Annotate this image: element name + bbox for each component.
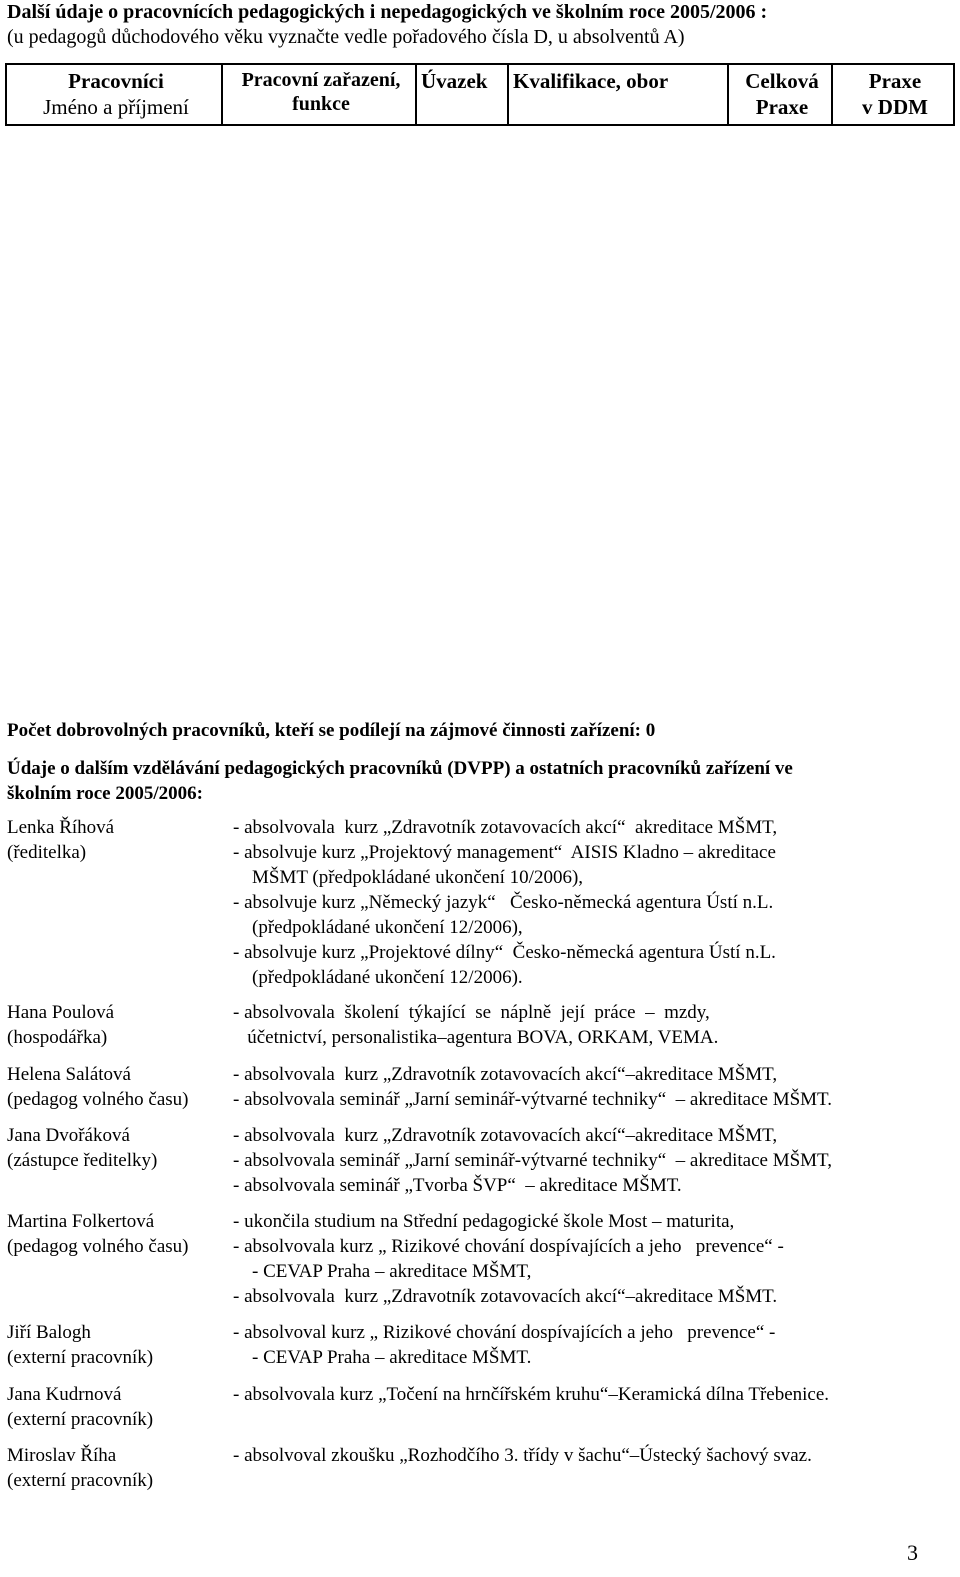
staff-table [5,63,955,126]
heading-line-1: Další údaje o pracovnících pedagogických i nepedagogických ve školním roce 2005/2006 : [7,1,768,23]
training-person: Helena Salátová (pedagog volného času) [7,1064,189,1110]
training-course-line: - absolvovala seminář „Jarní seminář-výtvarné techniky“ – akreditace MŠMT, [233,1150,832,1171]
header-qualification: Kvalifikace, obor [508,64,728,125]
training-person: Jana Kudrnová (externí pracovník) [7,1384,154,1430]
training-course-line: - absolvovala kurz „Zdravotník zotavovacích akcí“ akreditace MŠMT, [233,817,778,838]
training-course-line: - absolvoval zkoušku „Rozhodčího 3. třídy v šachu“–Ústecký šachový svaz. [233,1445,812,1466]
training-course-line: - absolvovala kurz „ Rizikové chování dospívajících a jeho prevence“ - [233,1236,784,1257]
volunteers-count: Počet dobrovolných pracovníků, kteří se podílejí na zájmové činnosti zařízení: 0 [7,720,656,741]
training-course-line: - absolvuje kurz „Německý jazyk“ Česko-německá agentura Ústí n.L. [233,892,774,913]
training-person: Lenka Říhová (ředitelka) [7,817,115,863]
training-courses [233,1209,953,1309]
training-course-line: účetnictví, personalistika–agentura BOVA, ORKAM, VEMA. [233,1027,719,1048]
heading-line-2: (u pedagogů důchodového věku vyznačte vedle pořadového čísla D, u absolventů A) [7,26,685,48]
training-course-line: - absolvovala kurz „Zdravotník zotavovacích akcí“–akreditace MŠMT, [233,1125,778,1146]
header-ddm-practice: Praxe v DDM [832,64,954,125]
training-course-line: - absolvoval kurz „ Rizikové chování dospívajících a jeho prevence“ - [233,1322,776,1343]
training-course-line: - absolvovala kurz „Točení na hrnčířském kruhu“–Keramická dílna Třebenice. [233,1384,830,1405]
training-course-line: - CEVAP Praha – akreditace MŠMT, [233,1261,532,1282]
training-courses [233,1123,953,1198]
training-person: Miroslav Říha (externí pracovník) [7,1445,154,1491]
training-course-line: MŠMT (předpokládané ukončení 10/2006), [233,867,584,888]
header-workload: Úvazek [416,64,508,125]
training-course-line: - absolvovala seminář „Jarní seminář-výtvarné techniky“ – akreditace MŠMT. [233,1089,832,1110]
dvpp-heading-line-1: Údaje o dalším vzdělávání pedagogických pracovníků (DVPP) a ostatních pracovníků zařízení ve [7,758,793,779]
dvpp-heading-line-2: školním roce 2005/2006: [7,783,203,804]
table-header-row [6,64,954,125]
training-person: Hana Poulová (hospodářka) [7,1002,115,1048]
training-courses [233,1382,953,1407]
training-courses [233,815,953,990]
training-course-line: - absolvovala kurz „Zdravotník zotavovacích akcí“–akreditace MŠMT. [233,1286,778,1307]
page-heading [7,0,952,50]
training-courses [233,1062,953,1112]
header-function: Pracovní zařazení, funkce [222,64,416,125]
training-courses [233,1320,953,1370]
training-course-line: - absolvovala kurz „Zdravotník zotavovacích akcí“–akreditace MŠMT, [233,1064,778,1085]
header-total-practice: Celková Praxe [728,64,832,125]
page-number: 3 [907,1540,918,1565]
training-course-line: (předpokládané ukončení 12/2006). [233,967,523,988]
training-course-line: - absolvovala školení týkající se náplně její práce – mzdy, [233,1002,710,1023]
training-person: Jana Dvořáková (zástupce ředitelky) [7,1125,158,1171]
training-course-line: - CEVAP Praha – akreditace MŠMT. [233,1347,532,1368]
training-person: Martina Folkertová (pedagog volného času) [7,1211,189,1257]
training-course-line: (předpokládané ukončení 12/2006), [233,917,523,938]
training-courses [233,1000,953,1050]
training-courses [233,1443,953,1468]
training-person: Jiří Balogh (externí pracovník) [7,1322,154,1368]
training-course-line: - absolvovala seminář „Tvorba ŠVP“ – akreditace MŠMT. [233,1175,682,1196]
header-name: Pracovníci Jméno a příjmení [43,69,189,119]
dvpp-heading [7,756,952,806]
training-course-line: - absolvuje kurz „Projektový management“ AISIS Kladno – akreditace [233,842,776,863]
training-course-line: - ukončila studium na Střední pedagogické škole Most – maturita, [233,1211,735,1232]
training-course-line: - absolvuje kurz „Projektové dílny“ Česko-německá agentura Ústí n.L. [233,942,776,963]
